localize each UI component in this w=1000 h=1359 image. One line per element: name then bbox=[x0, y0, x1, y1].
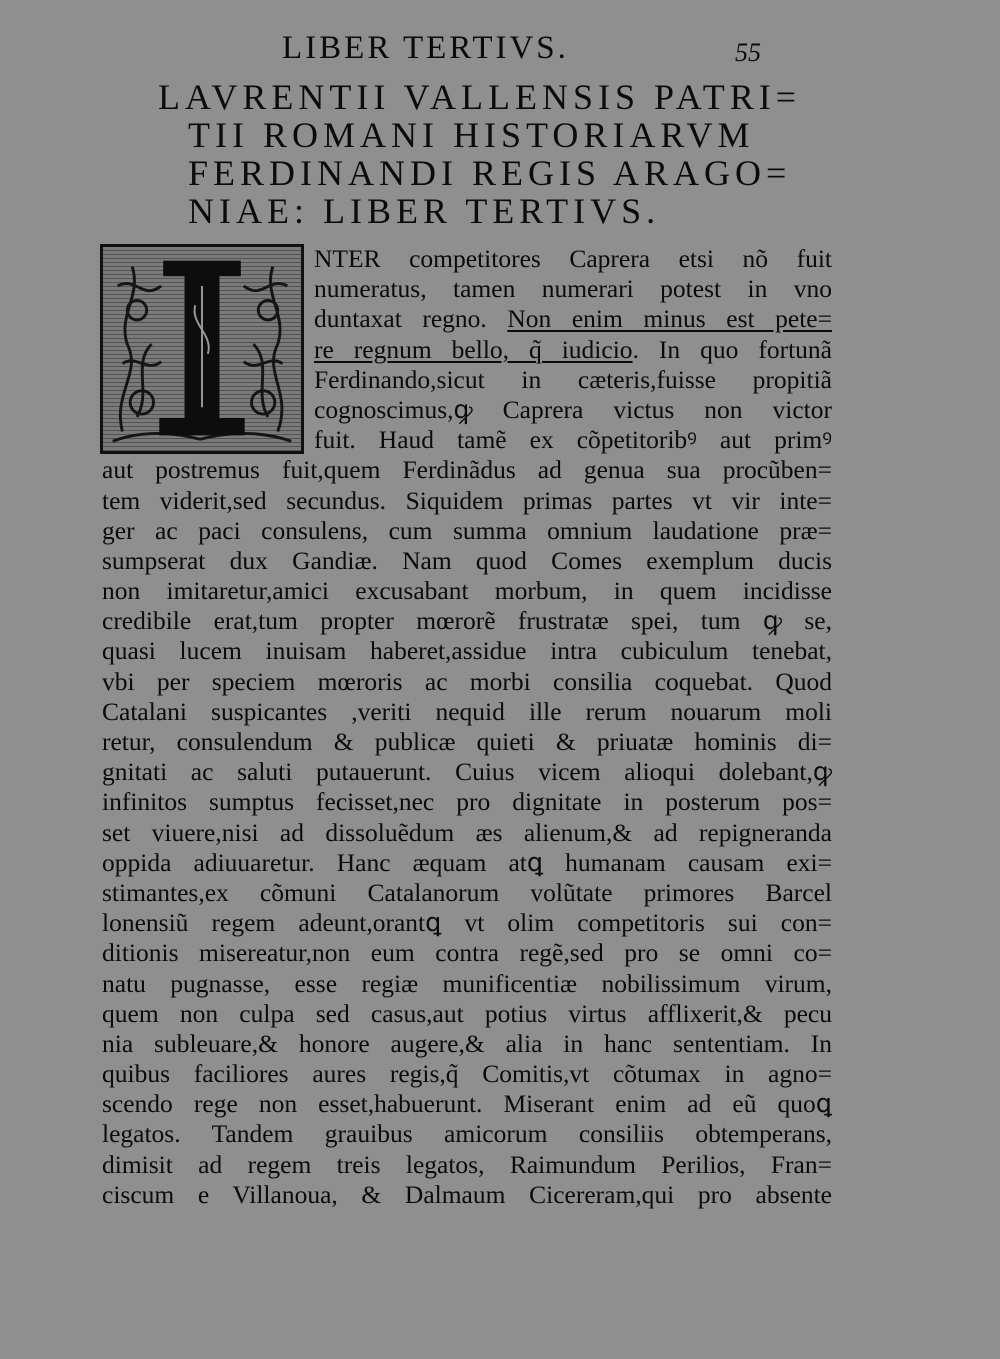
text-line: Catalani suspicantes ,veriti nequid ille rerum nouarum moli bbox=[102, 696, 832, 726]
text-line: oppida adiuuaretur. Hanc æquam atꝗ humanam causam exi= bbox=[102, 847, 832, 877]
text-line: quibus faciliores aures regis,q̃ Comitis,vt cõtumax in agno= bbox=[102, 1059, 832, 1089]
body-text bbox=[102, 244, 832, 1210]
text-line: tem viderit,sed secundus. Siquidem primas partes vt vir inte= bbox=[102, 485, 832, 515]
text-line: scendo rege non esset,habuerunt. Miserant enim ad eũ quoꝗ bbox=[102, 1089, 832, 1119]
page-number: 55 bbox=[735, 38, 761, 67]
text-line: stimantes,ex cõmuni Catalanorum volũtate primores Barcel bbox=[102, 877, 832, 907]
underlined-phrase: re regnum bello, q̃ iudicio bbox=[314, 334, 633, 364]
text-line: duntaxat regno. Non enim minus est pete= bbox=[314, 304, 832, 334]
text-line: retur, consulendum & publicæ quieti & priuatæ hominis di= bbox=[102, 727, 832, 756]
title-line: LAVRENTII VALLENSIS PATRI= bbox=[158, 77, 802, 117]
text-line: ciscum e Villanoua, & Dalmaum Cicereram,qui pro absente bbox=[102, 1179, 832, 1209]
text-line: ger ac paci consulens, cum summa omnium laudatione præ= bbox=[102, 515, 832, 545]
text-line: non imitaretur,amici excusabant morbum, in quem incidisse bbox=[102, 576, 832, 606]
text-line: NTER competitores Caprera etsi nõ fuit bbox=[314, 244, 832, 273]
text-line: numeratus, tamen numerari potest in vno bbox=[314, 274, 832, 304]
text-line: gnitati ac saluti putauerunt. Cuius vicem alioqui dolebant,ꝙ bbox=[102, 757, 832, 787]
title-line: NIAE: LIBER TERTIVS. bbox=[188, 191, 661, 231]
underlined-phrase: Non enim minus est pete= bbox=[507, 304, 832, 334]
title-line: TII ROMANI HISTORIARVM bbox=[188, 115, 755, 155]
text-line: dimisit ad regem treis legatos, Raimundum Perilios, Fran= bbox=[102, 1149, 832, 1179]
text-line: vbi per speciem mœroris ac morbi consilia coquebat. Quod bbox=[102, 666, 832, 696]
text-line: fuit. Haud tamẽ ex cõpetitoribꝰ aut primꝰ bbox=[314, 425, 832, 455]
text-line: quasi lucem inuisam haberet,assidue intra cubiculum tenebat, bbox=[102, 636, 832, 666]
text-line: infinitos sumptus fecisset,nec pro dignitate in posterum pos= bbox=[102, 787, 832, 817]
text-line: legatos. Tandem grauibus amicorum consiliis obtemperans, bbox=[102, 1119, 832, 1149]
text-line: set viuere,nisi ad dissoluẽdum æs alienum,& ad repigneranda bbox=[102, 817, 832, 847]
text-line: natu pugnasse, esse regiæ munificentiæ nobilissimum virum, bbox=[102, 968, 832, 998]
title-line: FERDINANDI REGIS ARAGO= bbox=[188, 153, 792, 193]
text-line: lonensiũ regem adeunt,orantꝗ vt olim competitoris sui con= bbox=[102, 908, 832, 938]
text-line: cognoscimus,ꝙ Caprera victus non victor bbox=[314, 394, 832, 424]
text-line: re regnum bello, q̃ iudicio. In quo fortunã bbox=[314, 334, 832, 364]
text-line: quem non culpa sed casus,aut potius virtus afflixerit,& pecu bbox=[102, 998, 832, 1028]
text-line: credibile erat,tum propter mœrorẽ frustratæ spei, tum ꝙ se, bbox=[102, 606, 832, 636]
text-line: sumpserat dux Gandiæ. Nam quod Comes exemplum ducis bbox=[102, 545, 832, 575]
text-line: Ferdinando,sicut in cæteris,fuisse propitiã bbox=[314, 364, 832, 394]
chapter-title bbox=[158, 78, 838, 230]
text-line: ditionis misereatur,non eum contra regẽ,sed pro se omni co= bbox=[102, 938, 832, 968]
text-line: aut postremus fuit,quem Ferdinãdus ad genua sua procũben= bbox=[102, 455, 832, 485]
running-head: LIBER TERTIVS. bbox=[282, 30, 569, 66]
text-line: nia subleuare,& honore augere,& alia in hanc sententiam. In bbox=[102, 1028, 832, 1058]
